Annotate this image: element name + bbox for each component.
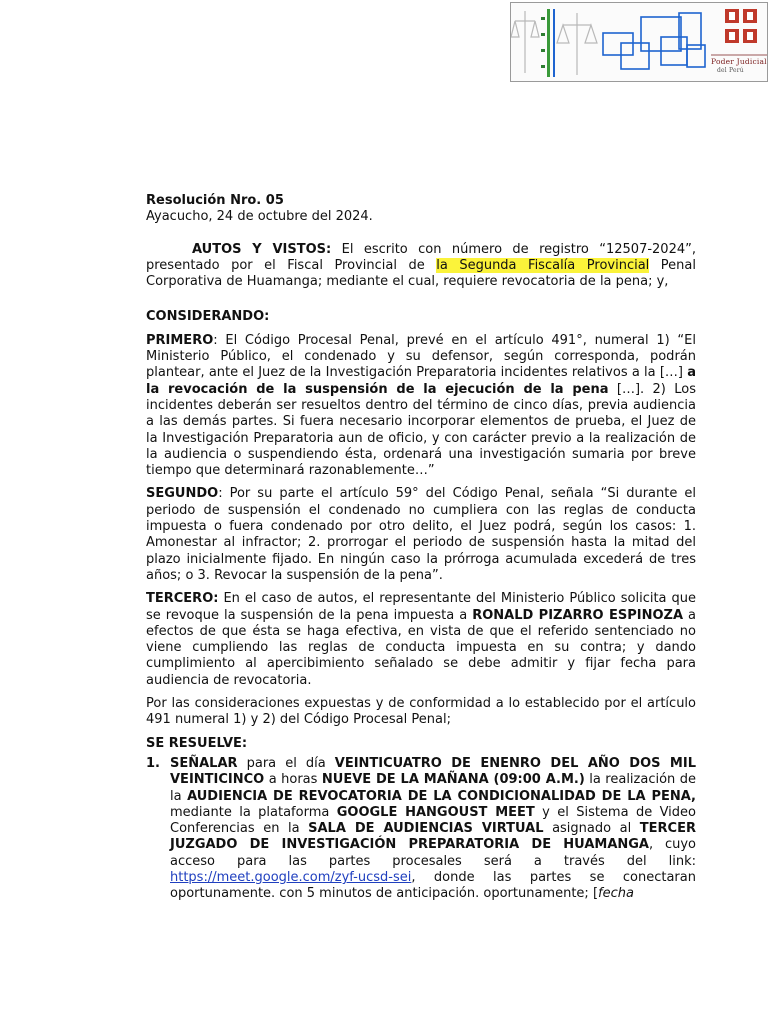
logo-name: Poder Judicial (711, 57, 767, 66)
item1-juzgado: TERCER JUZGADO DE INVESTIGACIÓN PREPARATORIA DE HUAMANGA (170, 821, 696, 853)
segundo-text: : Por su parte el artículo 59° del Código Penal, señala “Si durante el periodo de suspensión el condenado no cumpliera con las reglas de conducta impuesta o fuera condenado por otro delito, el Juez podrá, según los casos: 1. Amonestar al infractor; 2. prorrogar el periodo de suspensión hasta la mitad del plazo inicialmente fijado. En ningún caso la prórroga acumulada excederá de tres años; o 3. Revocar la suspensión de la pena”. (146, 486, 696, 583)
item1-t2: a horas (264, 772, 322, 788)
segundo-paragraph (146, 486, 696, 584)
meeting-link[interactable]: https://meet.google.com/zyf-ucsd-sei (170, 869, 412, 885)
primero-paragraph (146, 333, 696, 480)
item1-t4: mediante la plataforma (170, 804, 337, 820)
list-item (146, 756, 696, 903)
primero-text-1: : El Código Procesal Penal, prevé en el artículo 491°, numeral 1) “El Ministerio Público, el condenado y su defensor, según corresponda, podrán plantear, ante el Juez de la Investigación Preparatoria incidentes relativos a la […] (146, 332, 696, 381)
item1-label: SEÑALAR (170, 755, 238, 771)
primero-label: PRIMERO (146, 332, 214, 348)
autos-y-vistos-paragraph (146, 242, 696, 291)
resolution-list (146, 756, 696, 903)
item1-date: VEINTICUATRO DE ENENRO DEL AÑO DOS MIL VEINTICINCO (170, 755, 696, 788)
poder-judicial-logo (510, 2, 768, 82)
logo-wordmark (711, 57, 768, 75)
item1-time: NUEVE DE LA MAÑANA (09:00 A.M.) (321, 772, 585, 788)
se-resuelve-heading: SE RESUELVE: (146, 735, 248, 751)
resolution-document (146, 193, 696, 903)
tercero-name: RONALD PIZARRO ESPINOZA (472, 607, 684, 623)
tercero-text-1: En el caso de autos, el representante del Ministerio Público solicita que se revoque la suspensión de la pena impuesta a (146, 591, 696, 623)
place-date: Ayacucho, 24 de octubre del 2024. (146, 209, 373, 225)
consideraciones-paragraph: Por las consideraciones expuestas y de conformidad a lo establecido por el artículo 491 numeral 1) y 2) del Código Procesal Penal; (146, 696, 696, 728)
item1-t7: , cuyo acceso para las partes procesales será a través del link: (170, 837, 696, 869)
tercero-label: TERCERO: (146, 591, 219, 607)
autos-highlight: la Segunda Fiscalía Provincial (436, 257, 650, 273)
item1-t5: y el Sistema de Video Conferencias en la (170, 804, 696, 837)
list-item-number: 1. (146, 755, 160, 771)
item1-platform: GOOGLE HANGOUST MEET (336, 804, 535, 820)
tercero-text-2: a efectos de que ésta se haga efectiva, en vista de que el referido sentenciado no viene cumpliendo las reglas de conducta impuesta en su contra; y dando cumplimiento al apercibimiento señalado se debe admitir y fijar fecha para audiencia de revocatoria. (146, 607, 696, 688)
item1-t1: para el día (237, 755, 335, 771)
autos-text-1: El escrito con número de registro “12507-2024”, presentado por el Fiscal Provincial de (146, 241, 696, 273)
item1-fecha: fecha (598, 886, 634, 902)
logo-subtitle: del Perú (717, 67, 744, 74)
item1-t6: asignado al (543, 821, 640, 837)
autos-text-2: Penal Corporativa de Huamanga; mediante el cual, requiere revocatoria de la pena; y, (146, 257, 696, 290)
item1-audiencia: AUDIENCIA DE REVOCATORIA DE LA CONDICIONALIDAD DE LA PENA, (187, 788, 696, 804)
primero-bold: a la revocación de la suspensión de la ejecución de la pena (146, 365, 696, 397)
item1-t3: la realización de la (170, 772, 697, 804)
tercero-paragraph (146, 591, 696, 689)
primero-text-2: […]. 2) Los incidentes deberán ser resueltos dentro del término de cinco días, previa audiencia a las demás partes. Si fuera necesario incorporar elementos de prueba, el Juez de la Investigación Preparatoria aun de oficio, y con carácter previo a la realización de la audiencia o suspendiendo ésta, ordenará una investigación sumaria por breve tiempo que determinará razonablemente…” (146, 381, 696, 479)
segundo-label: SEGUNDO (146, 486, 219, 502)
autos-label: AUTOS Y VISTOS: (192, 241, 332, 257)
resolution-title: Resolución Nro. 05 (146, 193, 284, 208)
item1-sala: SALA DE AUDIENCIAS VIRTUAL (308, 821, 544, 837)
considerando-heading: CONSIDERANDO: (146, 309, 270, 325)
item1-t8: , donde las partes se conectaran oportunamente. con 5 minutos de anticipación. oportunamente; [ (170, 869, 696, 902)
